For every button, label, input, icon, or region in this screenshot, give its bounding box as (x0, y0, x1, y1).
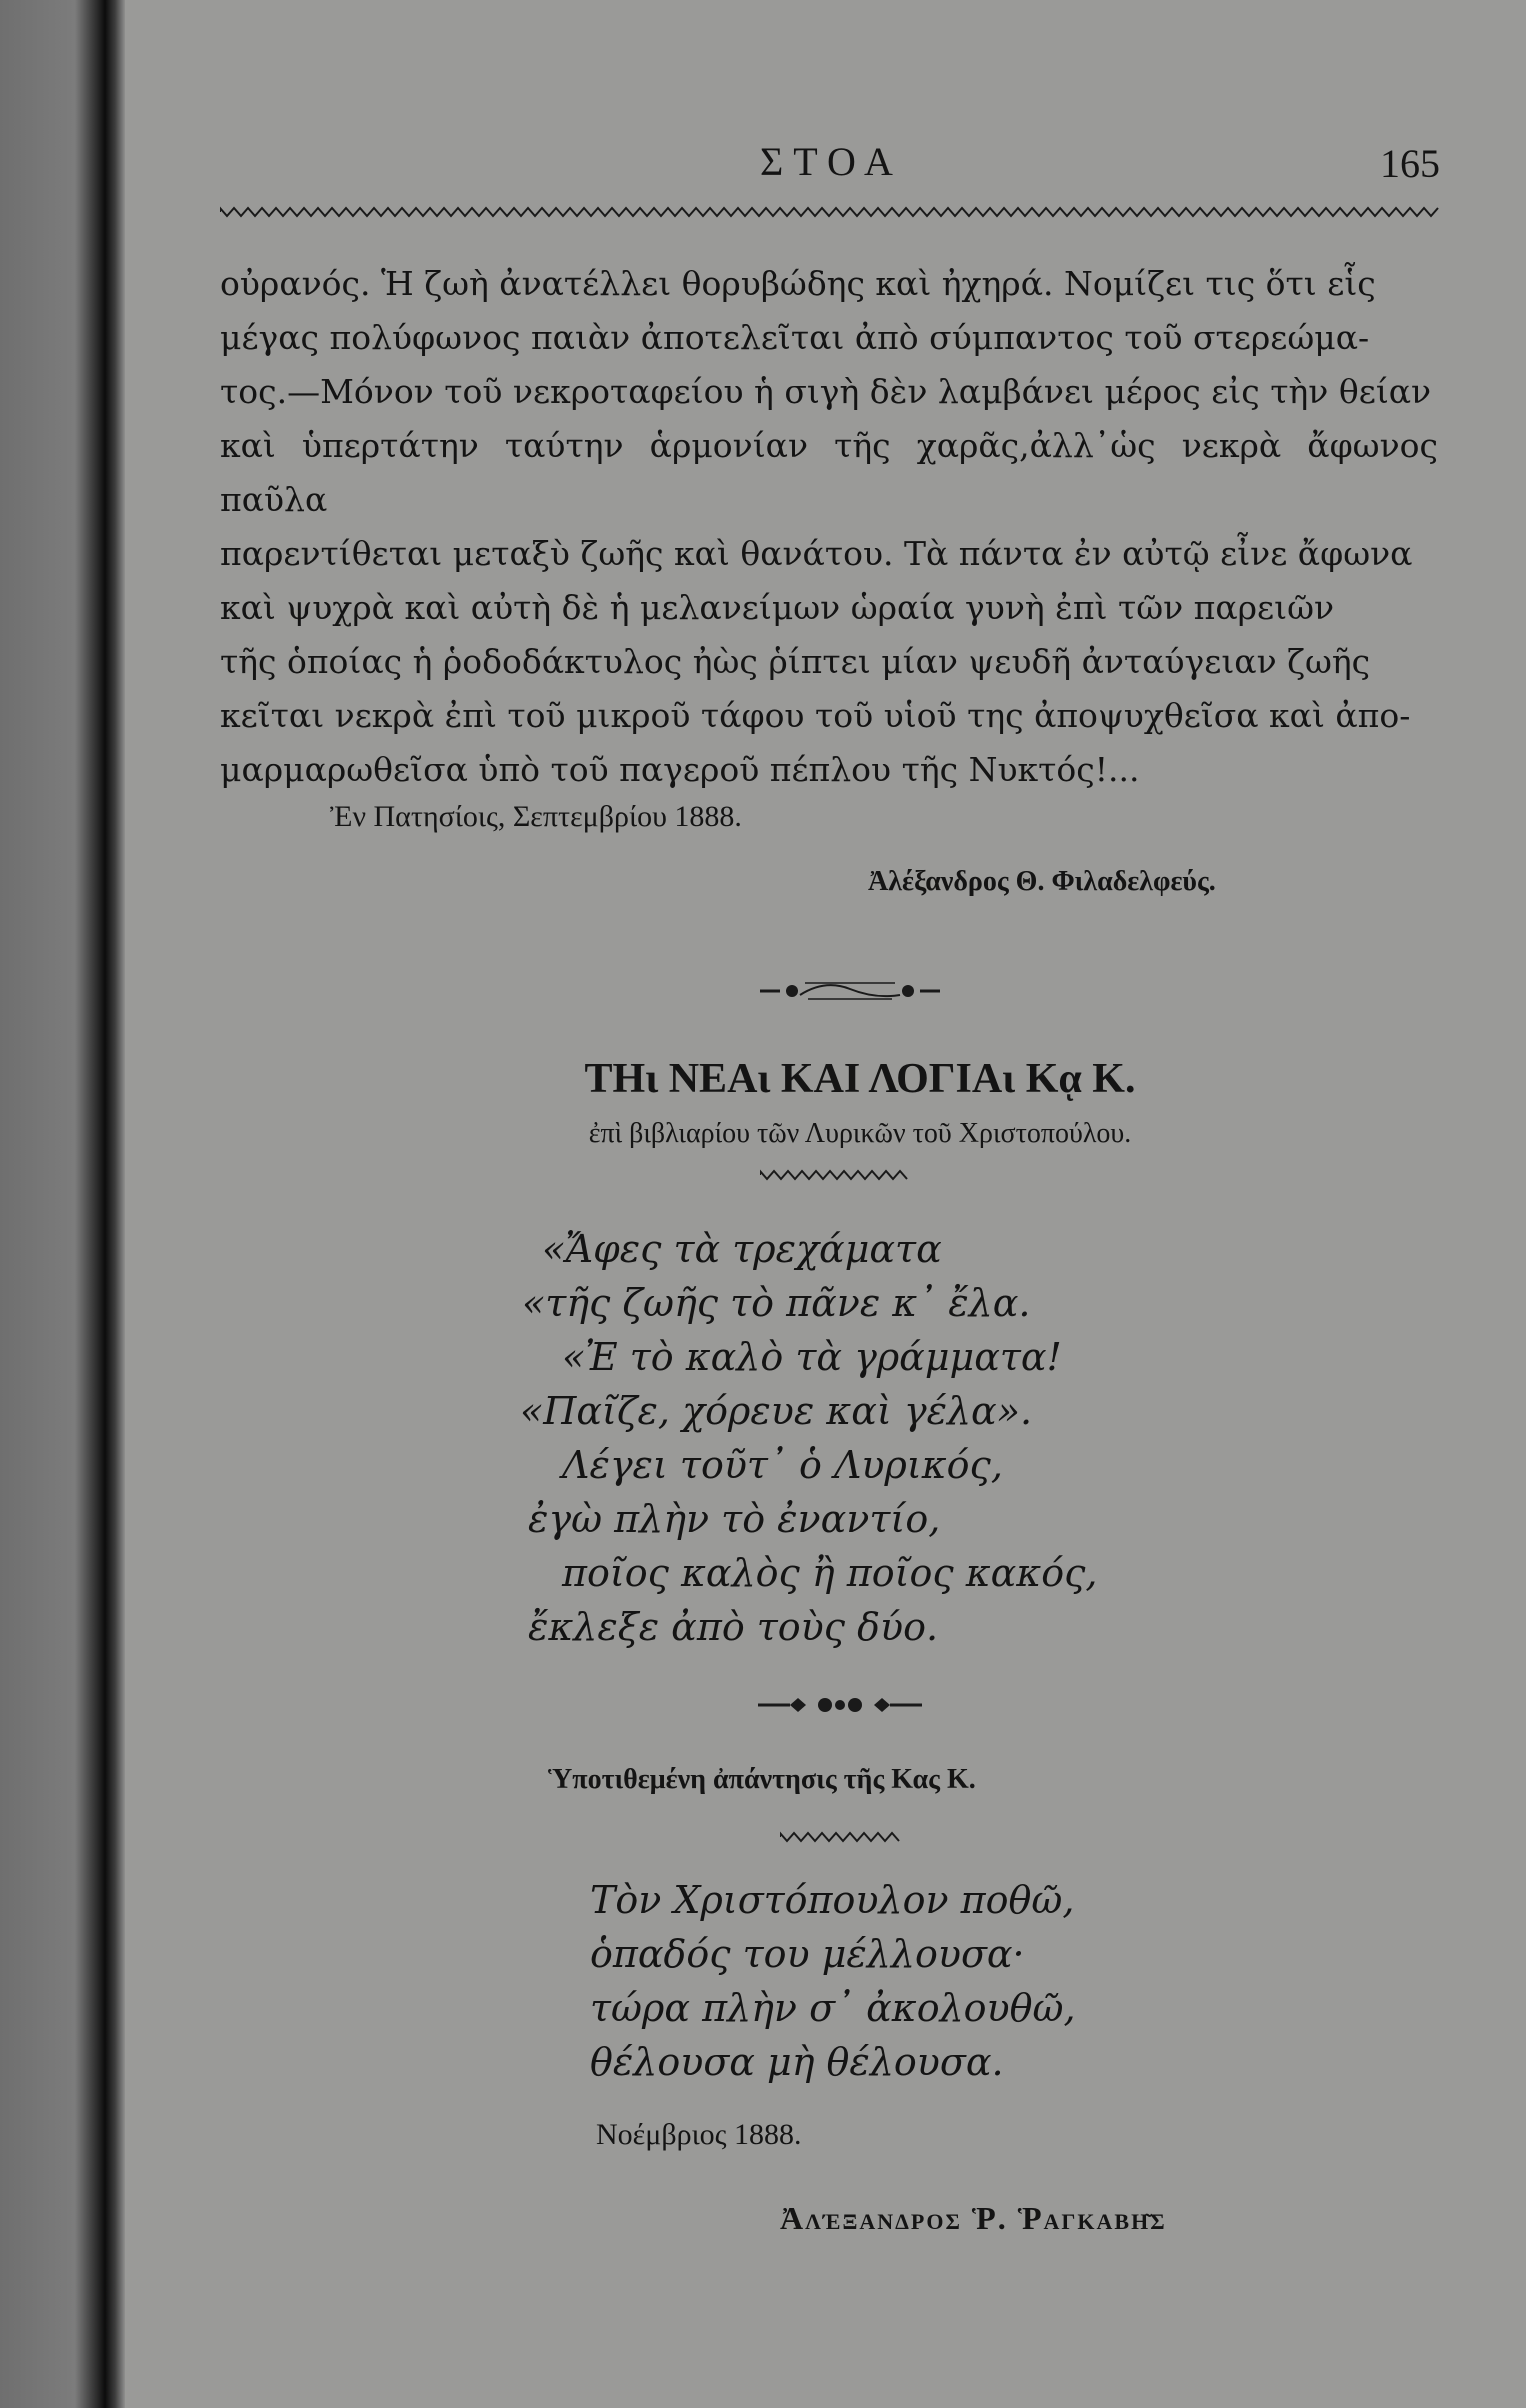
poem-signature: Ἀλέξανδρος Ῥ. Ῥαγκαβῆς (780, 2200, 1167, 2236)
prose-signature: Ἀλέξανδρος Θ. Φιλαδελφεύς. (868, 866, 1216, 897)
section-heading: Ὑποτιθεμένη ἀπάντησις τῆς Κας Κ. (548, 1764, 976, 1795)
running-head: ΣΤΟΑ (760, 139, 903, 184)
poem-line: ποῖος καλὸς ἢ ποῖος κακός, (562, 1551, 1098, 1595)
poem-line: Λέγει τοῦτ᾽ ὁ Λυρικός, (562, 1443, 1003, 1487)
prose-paragraph (220, 257, 1438, 797)
piece-title: ΤΗι ΝΕΑι ΚΑΙ ΛΟΓΙΑι Κᾳ Κ. (584, 1056, 1136, 1102)
header-wavy-rule (220, 205, 1440, 219)
poem-line: τώρα πλὴν σ᾽ ἀκολουθῶ, (590, 1986, 1076, 2030)
prose-line: κεῖται νεκρὰ ἐπὶ τοῦ μικροῦ τάφου τοῦ υἱοῦ της ἀποψυχθεῖσα καὶ ἀπο- (220, 696, 1411, 735)
prose-line: οὐρανός. Ἡ ζωὴ ἀνατέλλει θορυβώδης καὶ ἠχηρά. Νομίζει τις ὅτι εἷς (220, 264, 1376, 303)
prose-dateline: Ἐν Πατησίοις, Σεπτεμβρίου 1888. (330, 800, 742, 833)
poem-line: ἔκλεξε ἀπὸ τοὺς δύο. (528, 1605, 939, 1649)
ornament-divider-2 (750, 1692, 930, 1718)
prose-line: καὶ ὑπερτάτην ταύτην ἁρμονίαν τῆς χαρᾶς,ἀλλ᾽ὡς νεκρὰ ἄφωνος παῦλα (220, 426, 1438, 519)
small-wavy-rule-2 (780, 1830, 900, 1844)
prose-line: τῆς ὁποίας ἡ ῥοδοδάκτυλος ἠὼς ῥίπτει μίαν ψευδῆ ἀνταύγειαν ζωῆς (220, 642, 1371, 681)
poem-1 (520, 1222, 1097, 1654)
poem-line: «Παῖζε, χόρευε καὶ γέλα». (520, 1389, 1033, 1433)
poem-line: ὁπαδός του μέλλουσα· (590, 1932, 1025, 1976)
poem-line: ἐγὼ πλὴν τὸ ἐναντίο, (528, 1497, 941, 1541)
poem-dateline: Νοέμβριος 1888. (596, 2118, 802, 2151)
page-number: 165 (1380, 141, 1440, 186)
piece-subtitle: ἐπὶ βιβλιαρίου τῶν Λυρικῶν τοῦ Χριστοπούλου. (588, 1118, 1132, 1149)
ornament-divider-1 (750, 975, 950, 1005)
book-binding-shadow (0, 0, 125, 2408)
poem-line: «Ἄφες τὰ τρεχάματα (542, 1227, 942, 1271)
page-content (220, 0, 1440, 2408)
poem-2 (590, 1873, 1076, 2089)
poem-line: θέλουσα μὴ θέλουσα. (590, 2040, 1004, 2084)
small-wavy-rule-1 (760, 1168, 910, 1182)
prose-line: μέγας πολύφωνος παιὰν ἀποτελεῖται ἀπὸ σύμπαντος τοῦ στερεώμα- (220, 318, 1370, 357)
page-header (220, 138, 1440, 198)
prose-line: καὶ ψυχρὰ καὶ αὐτὴ δὲ ἡ μελανείμων ὡραία γυνὴ ἐπὶ τῶν παρειῶν (220, 588, 1335, 627)
prose-line: μαρμαρωθεῖσα ὑπὸ τοῦ παγεροῦ πέπλου τῆς Νυκτός!... (220, 750, 1140, 789)
prose-line: τος.—Μόνον τοῦ νεκροταφείου ἡ σιγὴ δὲν λαμβάνει μέρος εἰς τὴν θείαν (220, 372, 1432, 411)
poem-line: Τὸν Χριστόπουλον ποθῶ, (590, 1878, 1075, 1922)
poem-line: «Ἐ τὸ καλὸ τὰ γράμματα! (562, 1335, 1062, 1379)
prose-line: παρεντίθεται μεταξὺ ζωῆς καὶ θανάτου. Τὰ πάντα ἐν αὐτῷ εἶνε ἄφωνα (220, 534, 1413, 573)
poem-line: «τῆς ζωῆς τὸ πᾶνε κ᾽ ἔλα. (522, 1281, 1031, 1325)
